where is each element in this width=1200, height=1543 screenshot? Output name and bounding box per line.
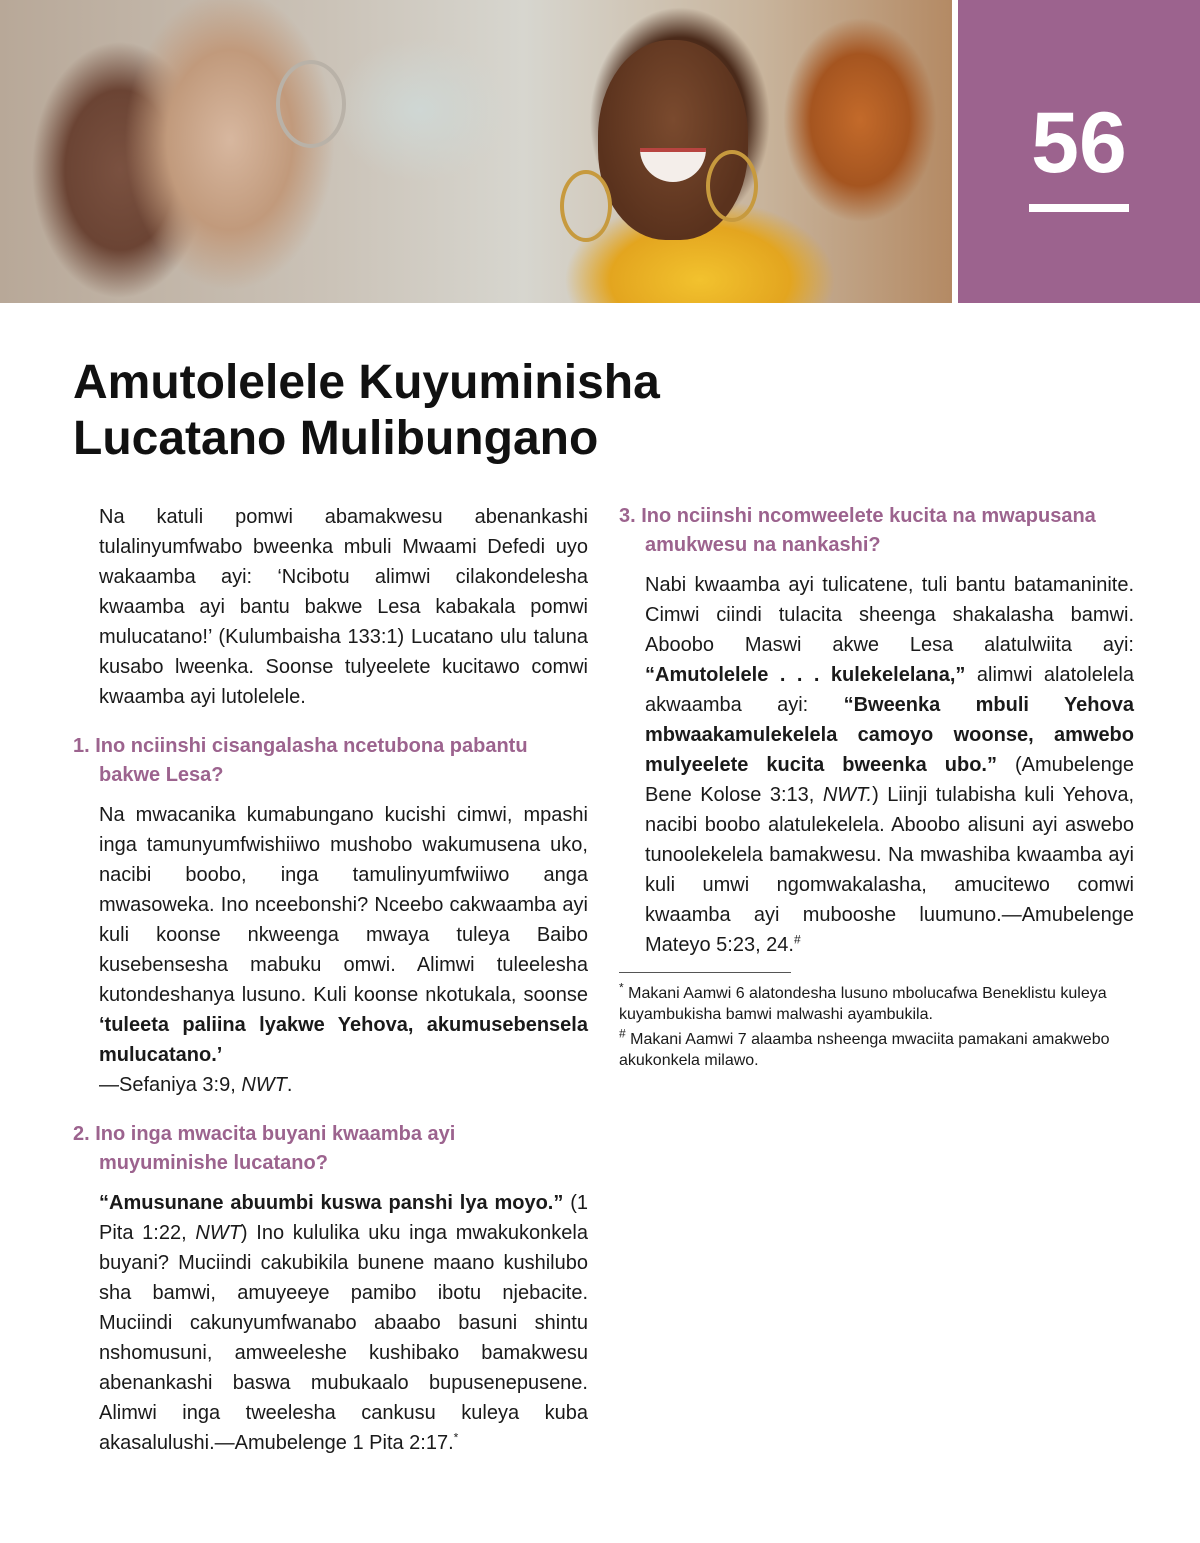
footnote-divider — [619, 972, 791, 973]
right-column — [619, 502, 1134, 1071]
footnote-1 — [619, 980, 1134, 1025]
footnote-2-text: Makani Aamwi 7 alaamba nsheenga mwaciita pamakani amakwebo akukonkela milawo. — [619, 1031, 1110, 1069]
intro-paragraph: Na katuli pomwi abamakwesu abenankashi tulalinyumfwabo bweenka mbuli Mwaami Defedi uyo wakaamba ayi: ‘Ncibotu alimwi cilakondelesha kwaamba ayi bantu bakwe Lesa kabakala pomwi mulucatano!’ (Kulumbaisha 133:1) Lucatano ulu taluna kusabo lweenka. Soonse tulyeelete kucitawo comwi kwaamba ayi lutolelele. — [99, 506, 588, 708]
answer-3-text-2: alimwi alatolelela akwaamba ayi: — [645, 664, 1134, 716]
answer-1-paragraph — [73, 800, 588, 1100]
footnote-2 — [619, 1026, 1134, 1071]
question-1: 1. Ino nciinshi cisangalasha ncetubona pabantu bakwe Lesa? — [73, 735, 528, 786]
answer-2-reference-version: NWT — [195, 1222, 241, 1244]
lesson-number-badge — [958, 0, 1200, 303]
answer-1-reference-end: . — [286, 1074, 293, 1096]
answer-3-reference-version: NWT. — [822, 784, 873, 806]
footnote-1-text: Makani Aamwi 6 alatondesha lusuno mbolucafwa Beneklistu kuleya kuyambukisha bamwi malwashi ayambukila. — [619, 985, 1107, 1023]
lesson-number: 56 — [1031, 95, 1127, 191]
question-2: 2. Ino inga mwacita buyani kwaamba ayi muyuminishe lucatano? — [73, 1123, 456, 1174]
answer-2-scripture-quote: “Amusunane abuumbi kuswa panshi lya moyo.” — [99, 1192, 564, 1214]
answer-3-paragraph — [619, 570, 1134, 960]
answer-1-text: Na mwacanika kumabungano kucishi cimwi, mpashi inga tamunyumfwishiiwo mushobo wakumusena uko, nacibi boobo, inga tamulinyumfwiiwo anga mwasoweka. Ino nceebonshi? Nceebo cakwaamba ayi kuli koonse nkweenga mwaya tuleya Baibo kusebensesha mabuku omwi. Alimwi tuleelesha kutondeshanya lusuno. Kuli koonse nkotukala, soonse — [99, 804, 588, 1006]
footnote-1-marker: * — [619, 980, 624, 995]
answer-3-quote-1: “Amutolelele . . . kulekelelana,” — [645, 664, 966, 686]
lesson-number-underline — [1029, 204, 1129, 212]
footnote-marker-hash[interactable]: # — [793, 932, 801, 947]
footnote-marker-asterisk[interactable]: * — [453, 1430, 459, 1445]
answer-1-reference-version: NWT — [241, 1074, 287, 1096]
answer-3-text-3: ) Liinji tulabisha kuli Yehova, nacibi boobo alatulekelela. Aboobo alisuni ayi aswebo tunoolekelela bamakwesu. Na mwashiba kwaamba ayi kuli umwi ngomwakalasha, amucitewo comwi kwaamba ayi mubooshe luumuno.—Amubelenge Mateyo 5:23, 24. — [645, 784, 1135, 956]
answer-1-scripture-quote: ‘tuleeta paliina lyakwe Yehova, akumusebensela mulucatano.’ — [99, 1014, 588, 1066]
question-3: 3. Ino nciinshi ncomweelete kucita na mwapusana amukwesu na nankashi? — [619, 505, 1096, 556]
answer-2-reference: (1 Pita 1:22, — [99, 1192, 588, 1244]
hoop-earring-other-woman — [276, 60, 346, 148]
hoop-earring-right — [706, 150, 758, 222]
answer-2-text: ) Ino kululika uku inga mwakukonkela buyani? Muciindi cakubikila bunene maano kushilubo sha bamwi, amuyeeye pamibo ibotu njebacite. Muciindi cakunyumfwanabo abaabo basuni shintu nshomusuni, amweeleshe kushibako bamakwesu abenankashi baswa mubukaalo bupusenepusene. Alimwi inga tweelesha cankusu kuleya kuba akasalulushi.—Amubelenge 1 Pita 2:17. — [99, 1222, 588, 1454]
answer-3-text-1: Nabi kwaamba ayi tulicatene, tuli bantu batamaninite. Cimwi ciindi tulacita sheenga shakalasha bamwi. Aboobo Maswi akwe Lesa alatulwiita ayi: — [645, 574, 1134, 656]
answer-3-quote-2: “Bweenka mbuli Yehova mbwaakamulekelela camoyo woonse, amwebo mulyeelete kucita bweenka ubo.” — [645, 694, 1134, 776]
title-line-2: Lucatano Mulibungano — [73, 412, 599, 465]
left-column — [73, 502, 588, 1458]
answer-2-paragraph-part-1 — [73, 1188, 588, 1458]
answer-3-reference: (Amubelenge Bene Kolose 3:13, — [645, 754, 1134, 806]
title-line-1: Amutolelele Kuyuminisha — [73, 356, 660, 409]
page-title — [73, 355, 893, 467]
hoop-earring-left — [560, 170, 612, 242]
answer-1-reference: —Sefaniya 3:9, — [99, 1074, 242, 1096]
hero-photo — [0, 0, 952, 303]
footnote-2-marker: # — [619, 1026, 626, 1041]
